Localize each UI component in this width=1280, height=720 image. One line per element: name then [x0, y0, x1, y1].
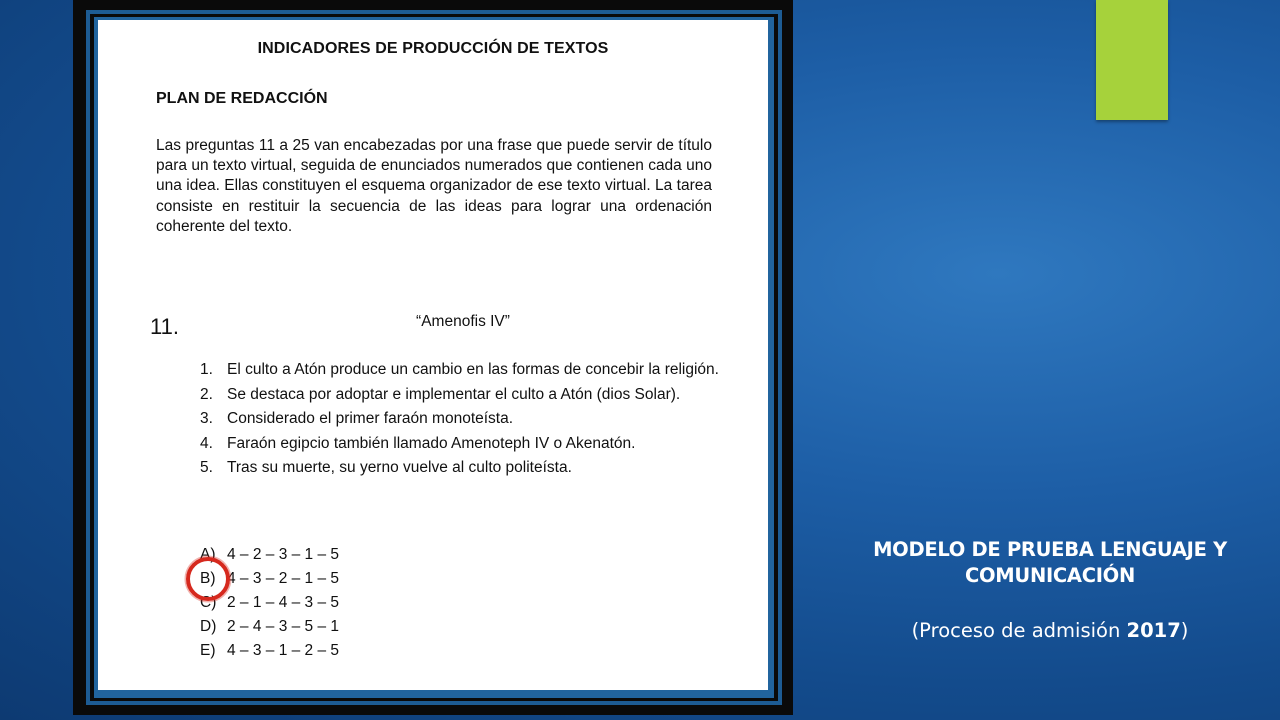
statement-item	[200, 385, 726, 405]
statement-item	[200, 458, 726, 478]
statement-number: 4.	[200, 434, 213, 452]
document-title: INDICADORES DE PRODUCCIÓN DE TEXTOS	[257, 40, 609, 57]
option-letter: B)	[200, 570, 216, 587]
section-heading: PLAN DE REDACCIÓN	[156, 90, 328, 107]
intro-paragraph: Las preguntas 11 a 25 van encabezadas por una frase que puede servir de título para un texto virtual, seguida de enunciados numerados que contienen cada uno una idea. Ellas constituyen el esquema organizador de ese texto virtual. La tarea consiste en restituir la secuencia de las ideas para lograr una ordenación coherente del texto.	[156, 137, 712, 235]
option-letter: C)	[200, 594, 217, 611]
question-title: “Amenofis IV”	[416, 313, 510, 330]
slide-caption	[840, 537, 1260, 642]
statement-item	[200, 360, 726, 380]
caption-sub-suffix: )	[1180, 619, 1189, 642]
caption-year: 2017	[1126, 619, 1181, 642]
statement-number: 3.	[200, 410, 213, 427]
answer-circle-mark	[186, 557, 230, 601]
question-number: 11.	[150, 314, 179, 339]
option-e	[200, 639, 339, 663]
option-letter: A)	[200, 546, 216, 563]
caption-title: MODELO DE PRUEBA LENGUAJE Y COMUNICACIÓN	[873, 538, 1227, 587]
document-page	[98, 20, 768, 690]
caption-sub-prefix: (Proceso de admisión	[911, 619, 1127, 642]
option-text: 2 – 4 – 3 – 5 – 1	[227, 618, 340, 635]
option-letter: D)	[200, 618, 217, 635]
statement-text: Tras su muerte, su yerno vuelve al culto politeísta.	[227, 459, 572, 476]
statement-number: 5.	[200, 459, 213, 476]
statement-list	[200, 360, 726, 483]
statement-text: Se destaca por adoptar e implementar el culto a Atón (dios Solar).	[227, 385, 681, 403]
option-text: 2 – 1 – 4 – 3 – 5	[227, 594, 340, 611]
statement-number: 1.	[200, 361, 213, 378]
option-d	[200, 615, 339, 639]
option-letter: E)	[200, 642, 216, 659]
statement-text: El culto a Atón produce un cambio en las formas de concebir la religión.	[227, 361, 719, 378]
statement-text: Faraón egipcio también llamado Amenoteph IV o Akenatón.	[227, 434, 636, 452]
option-text: 4 – 3 – 1 – 2 – 5	[227, 642, 340, 659]
option-text: 4 – 2 – 3 – 1 – 5	[227, 546, 340, 563]
statement-text: Considerado el primer faraón monoteísta.	[227, 410, 514, 427]
statement-item	[200, 434, 726, 454]
statement-item	[200, 409, 726, 429]
accent-bar	[1096, 0, 1168, 120]
statement-number: 2.	[200, 385, 213, 403]
option-text: 4 – 3 – 2 – 1 – 5	[227, 570, 340, 587]
caption-subtitle	[840, 619, 1260, 642]
